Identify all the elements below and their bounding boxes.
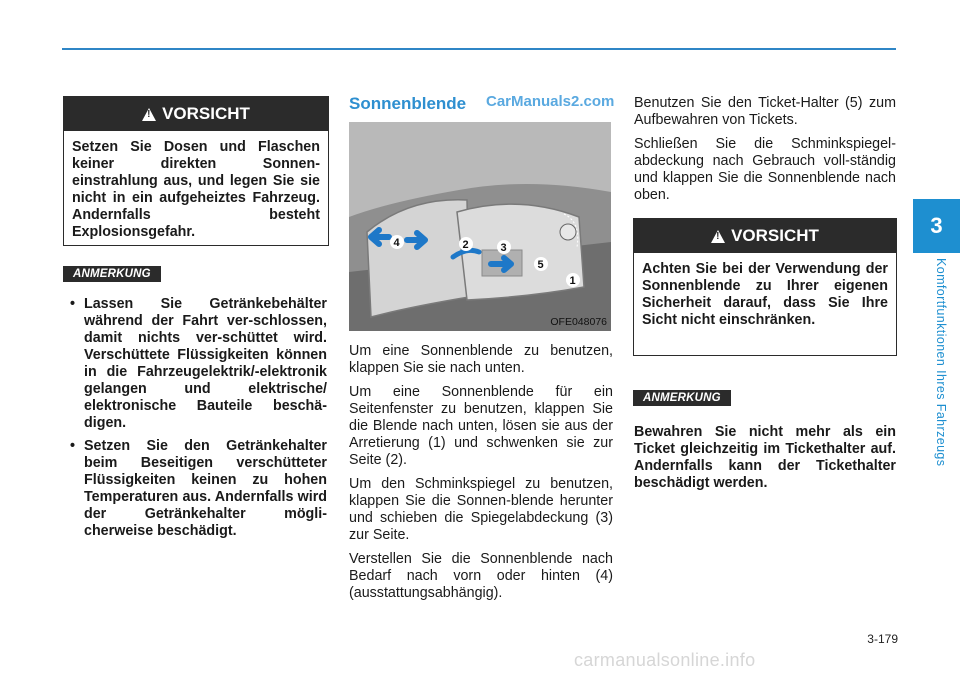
paragraph: Um eine Sonnenblende zu benutzen, klappen Sie sie nach unten. — [349, 343, 613, 376]
paragraph: Benutzen Sie den Ticket-Halter (5) zum Aufbewahren von Tickets. — [634, 95, 896, 128]
callout-4: 4 — [393, 237, 400, 249]
warning-triangle-icon — [711, 230, 725, 243]
chapter-title: Komfortfunktionen Ihres Fahrzeugs — [934, 258, 948, 467]
note-badge-right: ANMERKUNG — [633, 390, 731, 406]
list-item: • Setzen Sie den Getränkehalter beim Beseitigen verschütteter Flüssigkeiten keinen zu hohen Temperaturen aus. Andernfalls wird der Getränkehalter mögli-cherweise beschädigt. — [70, 438, 327, 540]
caution-box-left — [63, 96, 329, 246]
note-bullet-list — [70, 296, 327, 546]
callout-3: 3 — [500, 242, 507, 254]
paragraph: Schließen Sie die Schminkspiegel-abdeckung nach Gebrauch voll-ständig und klappen Sie die Sonnenblende nach oben. — [634, 136, 896, 203]
caution-title: VORSICHT — [731, 226, 819, 245]
warning-triangle-icon — [142, 108, 156, 121]
note-badge-left: ANMERKUNG — [63, 266, 161, 282]
callout-5: 5 — [537, 259, 544, 271]
figure-code: OFE048076 — [550, 316, 607, 328]
note-text-right: Bewahren Sie nicht mehr als ein Ticket gleichzeitig im Tickethalter auf. Andernfalls kann der Tickethalter beschädigt werden. — [634, 424, 896, 491]
caution-text: Achten Sie bei der Verwendung der Sonnenblende zu Ihrer eigenen Sicherheit darauf, dass Sie Ihre Sicht nicht einschränken. — [642, 261, 888, 328]
caution-title: VORSICHT — [162, 104, 250, 123]
section-body — [349, 343, 613, 609]
section-title: Sonnenblende — [349, 94, 467, 113]
chapter-number-tab: 3 — [913, 199, 960, 253]
caution-text: Setzen Sie Dosen und Flaschen keiner direkten Sonnen-einstrahlung aus, und legen Sie sie nicht in ein aufgeheiztes Fahrzeug. Andernfalls besteht Explosionsgefahr. — [72, 139, 320, 240]
footer-watermark: carmanualsonline.info — [574, 650, 756, 670]
watermark-top: CarManuals2.com — [486, 93, 615, 110]
sun-visor-illustration — [349, 122, 611, 331]
sun-visor-drawing — [349, 122, 611, 331]
callout-2: 2 — [462, 239, 469, 251]
top-rule — [62, 48, 896, 50]
page-number: 3-179 — [867, 632, 898, 646]
paragraph: Um eine Sonnenblende für ein Seitenfenster zu benutzen, klappen Sie die Blende nach unten, lösen sie aus der Arretierung (1) und schwenken sie zur Seite (2). — [349, 384, 613, 468]
paragraph: Um den Schminkspiegel zu benutzen, klappen Sie die Sonnen-blende herunter und schieben die Spiegelabdeckung (3) zur Seite. — [349, 476, 613, 543]
caution-header — [64, 97, 328, 131]
callout-1: 1 — [569, 275, 576, 287]
caution-header — [634, 219, 896, 253]
paragraph: Verstellen Sie die Sonnenblende nach Bedarf nach vorn oder hinten (4) (ausstattungsabhängig). — [349, 551, 613, 601]
caution-box-right — [633, 218, 897, 356]
list-item: • Lassen Sie Getränkebehälter während der Fahrt ver-schlossen, damit nichts ver-schüttet wird. Verschüttete Flüssigkeiten können in die Fahrzeugelektrik/-elektronik gelangen und elektrische/ elektronische Bauteile beschä-digen. — [70, 296, 327, 432]
right-body — [634, 95, 896, 211]
